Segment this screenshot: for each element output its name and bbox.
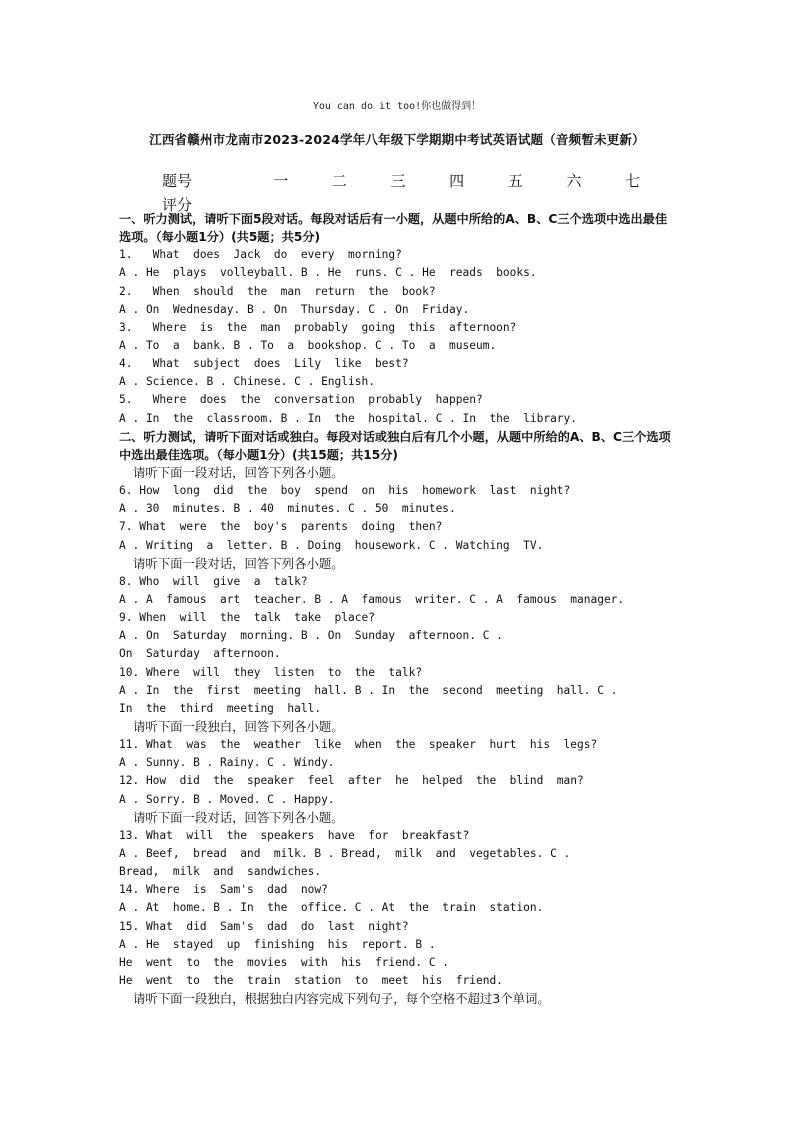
instruction-line: 请听下面一段对话，回答下列各小题。 — [133, 465, 344, 481]
section-1-heading: 一、听力测试，请听下面5段对话。每段对话后有一小题，从题中所给的A、B、C三个选项中选出最佳选项。（每小题1分）(共5题；共5分) — [119, 212, 668, 245]
option-line: A . In the first meeting hall. B . In the second meeting hall. C . — [119, 683, 618, 697]
question-line: 10. Where will they listen to the talk? — [119, 665, 423, 679]
document-title: 江西省赣州市龙南市2023-2024学年八年级下学期期中考试英语试题（音频暂未更新） — [149, 132, 645, 147]
instruction-line: 请听下面一段对话，回答下列各小题。 — [133, 809, 344, 825]
option-line: A . 30 minutes. B . 40 minutes. C . 50 minutes. — [119, 502, 456, 516]
option-line: A . Sorry. B . Moved. C . Happy. — [119, 792, 335, 806]
question-line: 15. What did Sam's dad do last night? — [119, 919, 409, 933]
question-line: 6. How long did the boy spend on his homework last night? — [119, 484, 571, 498]
option-line: A . A famous art teacher. B . A famous writer. C . A famous manager. — [119, 593, 625, 607]
question-line: 5. Where does the conversation probably happen? — [119, 393, 483, 407]
option-line: A . Sunny. B . Rainy. C . Windy. — [119, 756, 335, 770]
header-note: You can do it too!你也做得到！ — [312, 101, 482, 112]
column-3: 三 — [390, 171, 406, 190]
question-line: 11. What was the weather like when the speaker hurt his legs? — [119, 738, 598, 752]
option-line: He went to the train station to meet his friend. — [119, 973, 503, 987]
option-line: A . On Wednesday. B . On Thursday. C . On Friday. — [119, 302, 470, 316]
option-line: Bread, milk and sandwiches. — [119, 865, 322, 879]
option-line: A . Science. B . Chinese. C . English. — [119, 375, 375, 389]
option-line: A . Writing a letter. B . Doing housework. C . Watching TV. — [119, 538, 544, 552]
score-header-row — [162, 168, 662, 192]
question-number-label: 题号 — [162, 171, 193, 190]
option-line: A . To a bank. B . To a bookshop. C . To a museum. — [119, 339, 497, 353]
score-label: 评分 — [162, 195, 193, 214]
instruction-line: 请听下面一段独白，根据独白内容完成下列句子，每个空格不超过3个单词。 — [133, 991, 550, 1007]
instruction-line: 请听下面一段对话，回答下列各小题。 — [133, 555, 344, 571]
column-6: 六 — [566, 171, 582, 190]
score-table — [162, 168, 662, 216]
option-line: A . He plays volleyball. B . He runs. C . He reads books. — [119, 266, 537, 280]
instruction-line: 请听下面一段独白，回答下列各小题。 — [133, 719, 344, 734]
section-2-heading: 二、听力测试，请听下面对话或独白。每段对话或独白后有几个小题，从题中所给的A、B、C三个选项中选出最佳选项。（每小题1分）(共15题；共15分) — [119, 429, 671, 462]
option-line: In the third meeting hall. — [119, 701, 322, 715]
question-line: 7. What were the boy's parents doing then? — [119, 520, 443, 534]
option-line: A . Beef, bread and milk. B . Bread, milk and vegetables. C . — [119, 846, 571, 860]
question-line: 12. How did the speaker feel after he helped the blind man? — [119, 774, 584, 788]
question-line: 8. Who will give a talk? — [119, 574, 308, 588]
question-line: 9. When will the talk take place? — [119, 611, 375, 625]
question-line: 14. Where is Sam's dad now? — [119, 883, 328, 897]
column-7: 七 — [625, 171, 641, 190]
question-line: 3. Where is the man probably going this afternoon? — [119, 320, 517, 334]
question-line: 2. When should the man return the book? — [119, 284, 436, 298]
question-line: 1. What does Jack do every morning? — [119, 248, 402, 262]
option-line: A . He stayed up finishing his report. B . — [119, 937, 436, 951]
question-line: 4. What subject does Lily like best? — [119, 357, 409, 371]
question-line: 13. What will the speakers have for breakfast? — [119, 828, 470, 842]
column-1: 一 — [273, 171, 289, 190]
option-line: A . On Saturday morning. B . On Sunday afternoon. C . — [119, 629, 503, 643]
column-4: 四 — [449, 171, 465, 190]
option-line: He went to the movies with his friend. C . — [119, 955, 450, 969]
option-line: On Saturday afternoon. — [119, 647, 281, 661]
option-line: A . At home. B . In the office. C . At the train station. — [119, 901, 544, 915]
column-2: 二 — [331, 171, 347, 190]
column-5: 五 — [507, 171, 523, 190]
option-line: A . In the classroom. B . In the hospital. C . In the library. — [119, 411, 578, 425]
exam-content — [119, 210, 679, 1008]
